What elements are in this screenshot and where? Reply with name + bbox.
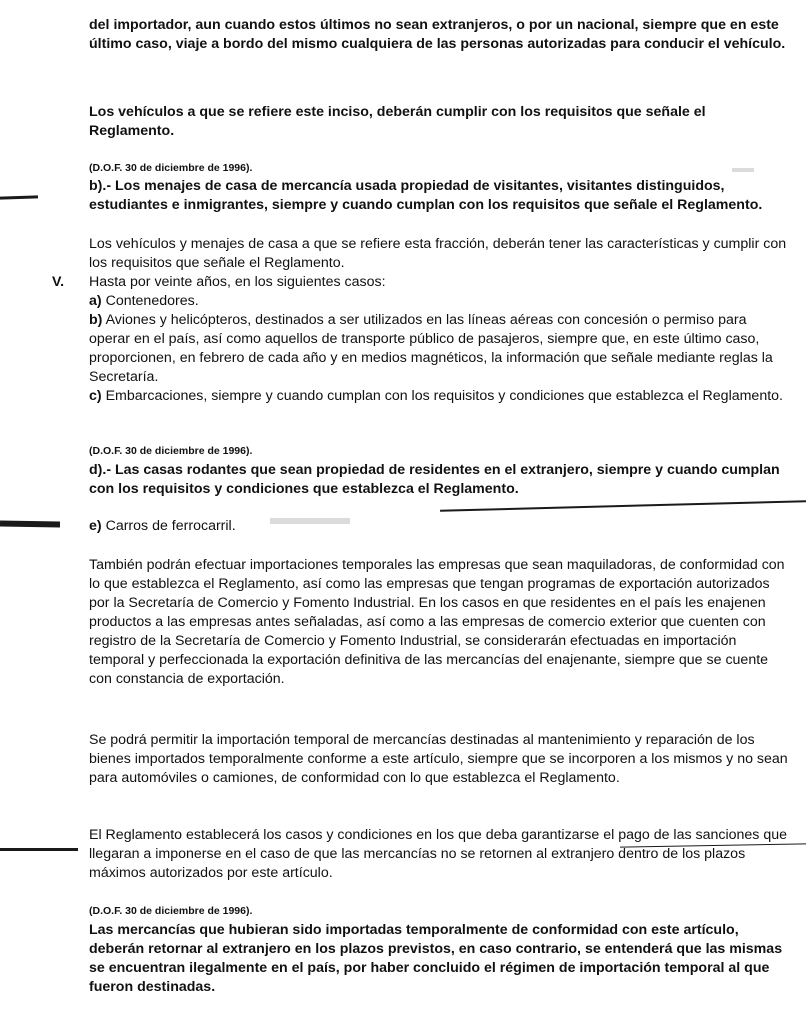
scan-margin-mark-3 bbox=[0, 848, 78, 851]
paragraph-mobile-homes: d).- Las casas rodantes que sean propiedad de residentes en el extranjero, siempre y cuando cumplan con los requisitos y condiciones que establezca el Reglamento. bbox=[89, 462, 780, 497]
list-item-e-text: Carros de ferrocarril. bbox=[101, 518, 236, 534]
scan-margin-mark bbox=[0, 195, 38, 199]
paragraph-twenty-years: Hasta por veinte años, en los siguientes casos: bbox=[89, 274, 386, 290]
paragraph-household-goods: b).- Los menajes de casa de mercancía usada propiedad de visitantes, visitantes distinguidos, estudiantes e inmigrantes, siempre y cuando cumplan con los requisitos que señale el Reglamento. bbox=[89, 178, 763, 213]
list-item-b-text: Aviones y helicópteros, destinados a ser utilizados en las líneas aéreas con concesión o permiso para operar en el país, así como aquellos de transporte público de pasajeros, siempre que, en este último caso, proporcionen, en febrero de cada año y en medios magnéticos, la información que señale mediante reglas la Secretaría. bbox=[89, 312, 773, 385]
list-item-b-label: b) bbox=[89, 312, 103, 328]
paragraph-return-obligation: Las mercancías que hubieran sido importadas temporalmente de conformidad con este artículo, deberán retornar al extranjero en los plazos previstos, en caso contrario, se entenderá que las mismas se encuentran ilegalmente en el país, por haber concluido el régimen de importación temporal al que fueron destinadas. bbox=[89, 922, 783, 995]
list-item-a-text: Contenedores. bbox=[101, 293, 199, 309]
paragraph-guarantee: El Reglamento establecerá los casos y condiciones en los que deba garantizarse el pago de las sanciones que llegaran a imponerse en el caso de que las mercancías no se retornen al extranjero dentro de los plazos máximos autorizados por este artículo. bbox=[89, 827, 787, 881]
scan-margin-mark-2 bbox=[0, 520, 60, 527]
list-item-c-label: c) bbox=[89, 388, 102, 404]
paragraph-vehicle-importer: del importador, aun cuando estos últimos no sean extranjeros, o por un nacional, siempre que en este último caso, viaje a bordo del mismo cualquiera de las personas autorizadas para conducir el vehículo. bbox=[89, 17, 786, 52]
list-item-c-text: Embarcaciones, siempre y cuando cumplan con los requisitos y condiciones que establezca el Reglamento. bbox=[101, 388, 783, 404]
list-item-e bbox=[89, 517, 789, 536]
list-item-e-label: e) bbox=[89, 518, 102, 534]
section-number-v: V. bbox=[52, 274, 65, 290]
source-note-dof-1: (D.O.F. 30 de diciembre de 1996). bbox=[89, 162, 253, 174]
list-item-c bbox=[89, 387, 789, 406]
scan-smudge bbox=[732, 168, 754, 172]
list-item-b bbox=[89, 311, 789, 387]
list-item-a bbox=[89, 292, 789, 311]
paragraph-vehicle-requirements: Los vehículos a que se refiere este inciso, deberán cumplir con los requisitos que señale el Reglamento. bbox=[89, 104, 706, 139]
source-note-dof-2: (D.O.F. 30 de diciembre de 1996). bbox=[89, 445, 253, 457]
scan-streak-line bbox=[440, 500, 806, 512]
source-note-dof-3: (D.O.F. 30 de diciembre de 1996). bbox=[89, 905, 253, 917]
paragraph-maintenance: Se podrá permitir la importación temporal de mercancías destinadas al mantenimiento y reparación de los bienes importados temporalmente conforme a este artículo, siempre que se incorporen a los mismos y no sean para automóviles o camiones, de conformidad con lo que establezca el Reglamento. bbox=[89, 732, 788, 786]
paragraph-maquiladoras: También podrán efectuar importaciones temporales las empresas que sean maquiladoras, de conformidad con lo que establezca el Reglamento, así como las empresas que tengan programas de exportación autorizados por la Secretaría de Comercio y Fomento Industrial. En los casos en que residentes en el país les enajenen productos a las empresas antes señaladas, así como a las empresas de comercio exterior que cuenten con registro de la Secretaría de Comercio y Fomento Industrial, se considerarán efectuadas en importación temporal y perfeccionada la exportación definitiva de las mercancías del enajenante, siempre que se cuente con constancia de exportación. bbox=[89, 557, 785, 687]
paragraph-household-characteristics: Los vehículos y menajes de casa a que se refiere esta fracción, deberán tener las características y cumplir con los requisitos que señale el Reglamento. bbox=[89, 236, 787, 271]
list-item-a-label: a) bbox=[89, 293, 102, 309]
